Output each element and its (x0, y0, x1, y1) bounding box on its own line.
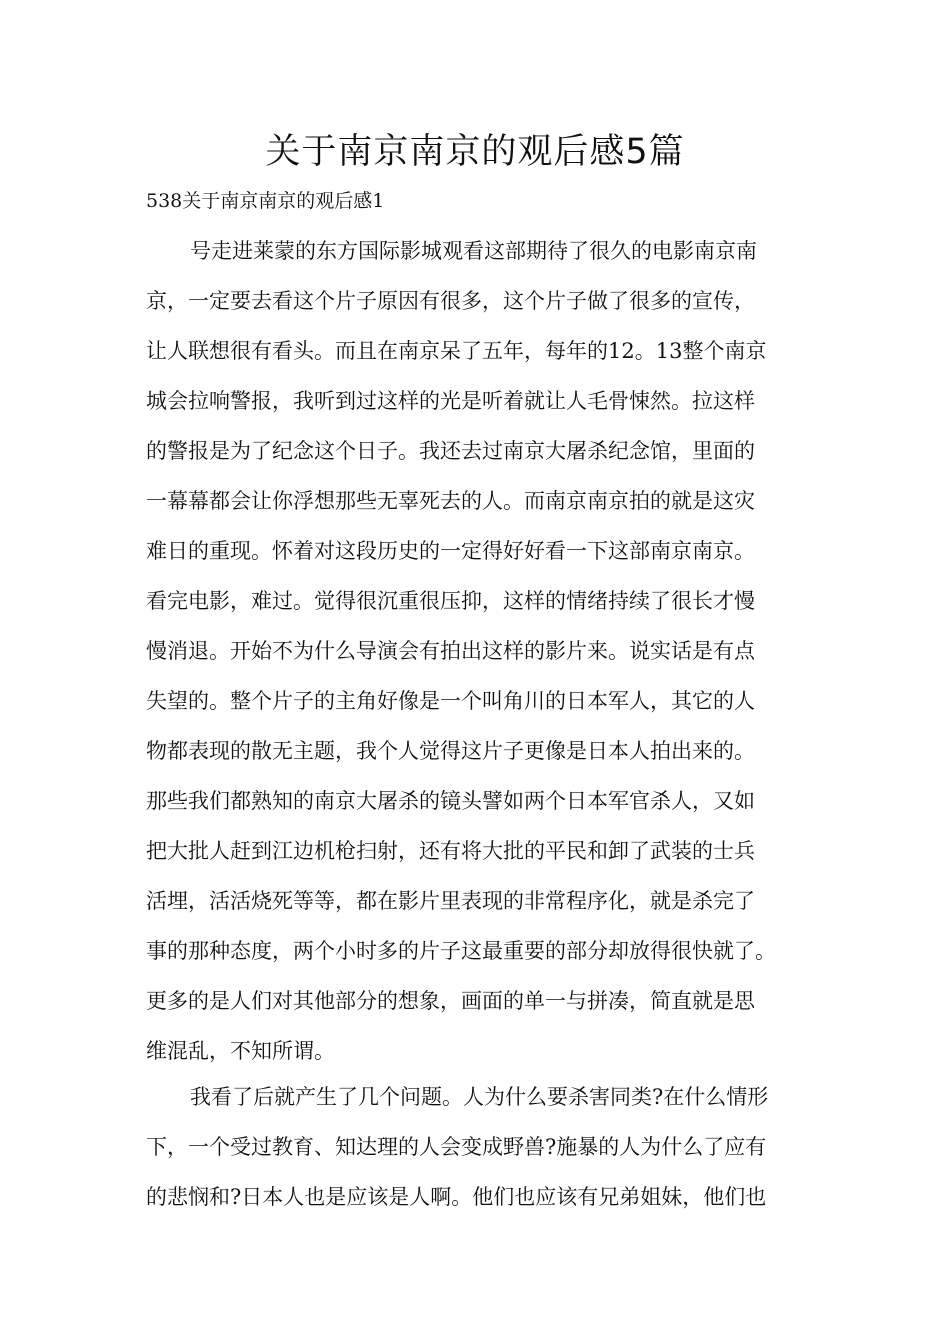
paragraph-line: 慢消退。开始不为什么导演会有拍出这样的影片来。说实话是有点 (146, 639, 755, 663)
paragraph-line: 号走进莱蒙的东方国际影城观看这部期待了很久的电影南京南 (190, 239, 757, 263)
paragraph-line: 一幕幕都会让你浮想那些无辜死去的人。而南京南京拍的就是这灾 (146, 489, 755, 513)
paragraph-line: 把大批人赶到江边机枪扫射，还有将大批的平民和卸了武装的士兵 (146, 839, 755, 863)
paragraph-line: 京，一定要去看这个片子原因有很多，这个片子做了很多的宣传， (146, 289, 755, 313)
paragraph-line: 下，一个受过教育、知达理的人会变成野兽?施暴的人为什么了应有 (146, 1135, 767, 1159)
paragraph-line: 难日的重现。怀着对这段历史的一定得好好看一下这部南京南京。 (146, 539, 755, 563)
document-subtitle: 538关于南京南京的观后感1 (146, 190, 385, 212)
paragraph-line: 维混乱，不知所谓。 (146, 1039, 335, 1063)
paragraph-2 (146, 1072, 806, 1222)
paragraph-line: 让人联想很有看头。而且在南京呆了五年，每年的12。13整个南京 (146, 339, 767, 363)
paragraph-1 (146, 226, 806, 1076)
paragraph-line: 看完电影，难过。觉得很沉重很压抑，这样的情绪持续了很长才慢 (146, 589, 755, 613)
paragraph-line: 事的那种态度，两个小时多的片子这最重要的部分却放得很快就了。 (146, 939, 776, 963)
paragraph-line: 更多的是人们对其他部分的想象，画面的单一与拼凑，简直就是思 (146, 989, 755, 1013)
paragraph-line: 活埋，活活烧死等等，都在影片里表现的非常程序化，就是杀完了 (146, 889, 755, 913)
document-title: 关于南京南京的观后感5篇 (265, 132, 685, 172)
paragraph-line: 的警报是为了纪念这个日子。我还去过南京大屠杀纪念馆，里面的 (146, 439, 755, 463)
paragraph-line: 我看了后就产生了几个问题。人为什么要杀害同类?在什么情形 (190, 1085, 769, 1109)
paragraph-line: 失望的。整个片子的主角好像是一个叫角川的日本军人，其它的人 (146, 689, 755, 713)
paragraph-line: 物都表现的散无主题，我个人觉得这片子更像是日本人拍出来的。 (146, 739, 755, 763)
paragraph-line: 城会拉响警报，我听到过这样的光是听着就让人毛骨悚然。拉这样 (146, 389, 755, 413)
paragraph-line: 的悲悯和?日本人也是应该是人啊。他们也应该有兄弟姐妹，他们也 (146, 1185, 767, 1209)
paragraph-line: 那些我们都熟知的南京大屠杀的镜头譬如两个日本军官杀人，又如 (146, 789, 755, 813)
